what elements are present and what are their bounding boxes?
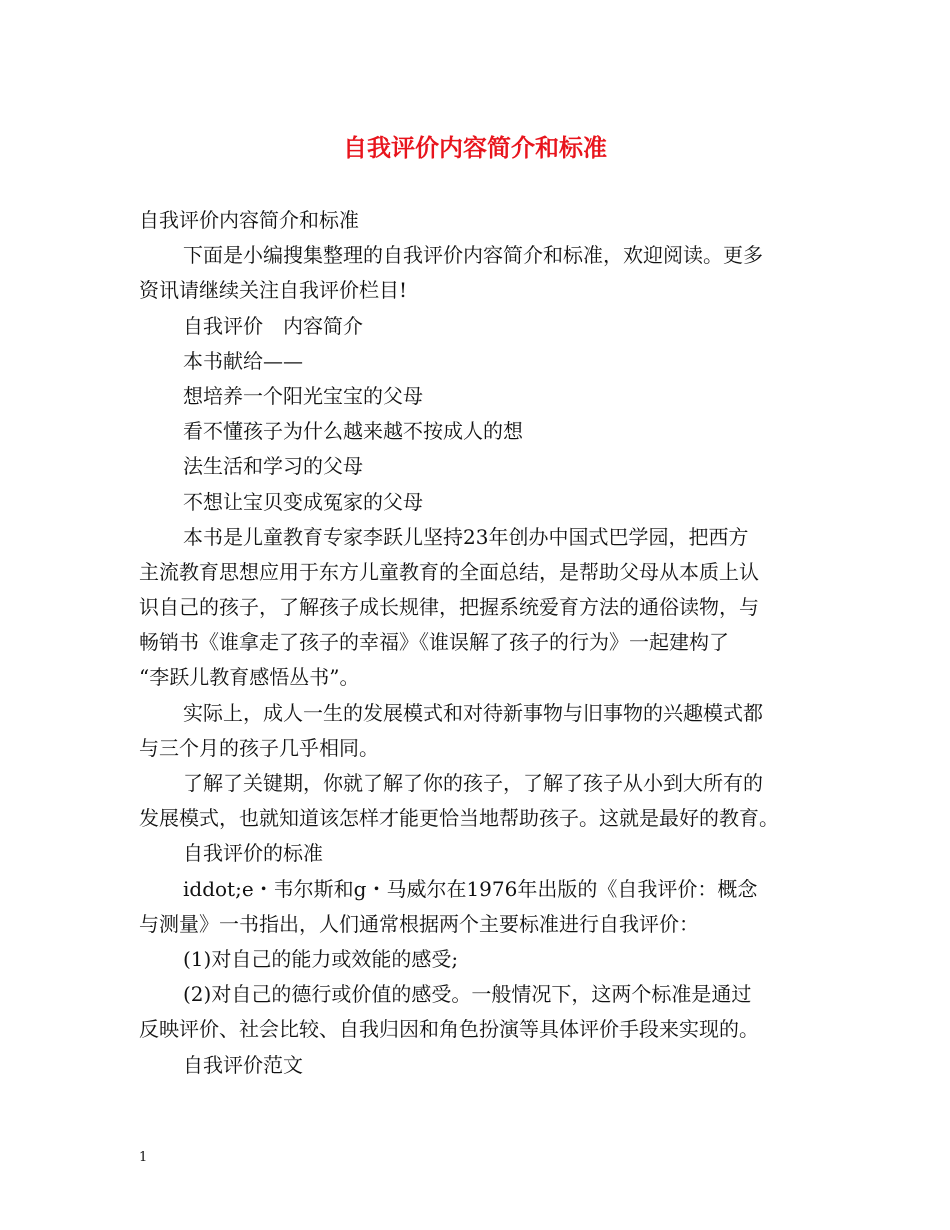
body-line: 反映评价、社会比较、自我归因和角色扮演等具体评价手段来实现的。 <box>139 1017 759 1042</box>
body-line: 与三个月的孩子几乎相同。 <box>139 735 379 760</box>
body-line: 畅销书《谁拿走了孩子的幸福》《谁误解了孩子的行为》一起建构了 <box>139 630 729 655</box>
body-line: 与测量》一书指出，人们通常根据两个主要标准进行自我评价： <box>139 911 699 936</box>
body-line: 了解了关键期，你就了解了你的孩子，了解了孩子从小到大所有的 <box>183 771 763 795</box>
body-line: 看不懂孩子为什么越来越不按成人的想 <box>183 419 523 444</box>
body-line: 资讯请继续关注自我评价栏目! <box>139 278 408 303</box>
body-line: 实际上，成人一生的发展模式和对待新事物与旧事物的兴趣模式都 <box>183 700 763 725</box>
body-line: 自我评价 内容简介 <box>183 313 363 338</box>
body-line: 识自己的孩子，了解孩子成长规律，把握系统爱育方法的通俗读物，与 <box>139 595 759 620</box>
body-line: (2)对自己的德行或价值的感受。一般情况下，这两个标准是通过 <box>183 982 752 1007</box>
body-line: 自我评价内容简介和标准 <box>139 208 359 232</box>
body-line: 自我评价范文 <box>183 1052 303 1077</box>
body-line: 主流教育思想应用于东方儿童教育的全面总结，是帮助父母从本质上认 <box>139 559 759 584</box>
document-title: 自我评价内容简介和标准 <box>343 133 607 162</box>
body-line: 法生活和学习的父母 <box>183 454 363 479</box>
body-line: 自我评价的标准 <box>183 841 323 866</box>
body-line: iddot;e・韦尔斯和g・马威尔在1976年出版的《自我评价：概念 <box>183 876 758 901</box>
body-line: 想培养一个阳光宝宝的父母 <box>183 383 423 408</box>
body-line: 本书献给—— <box>183 348 303 373</box>
body-line: “李跃儿教育感悟丛书”。 <box>139 665 360 690</box>
page-number: 1 <box>139 1150 148 1165</box>
document-body <box>139 203 839 1083</box>
body-line: 本书是儿童教育专家李跃儿坚持23年创办中国式巴学园，把西方 <box>183 524 749 549</box>
body-line: 发展模式，也就知道该怎样才能更恰当地帮助孩子。这就是最好的教育。 <box>139 806 779 831</box>
body-line: 下面是小编搜集整理的自我评价内容简介和标准，欢迎阅读。更多 <box>183 243 763 268</box>
body-line: (1)对自己的能力或效能的感受; <box>183 946 459 971</box>
body-line: 不想让宝贝变成冤家的父母 <box>183 489 423 514</box>
